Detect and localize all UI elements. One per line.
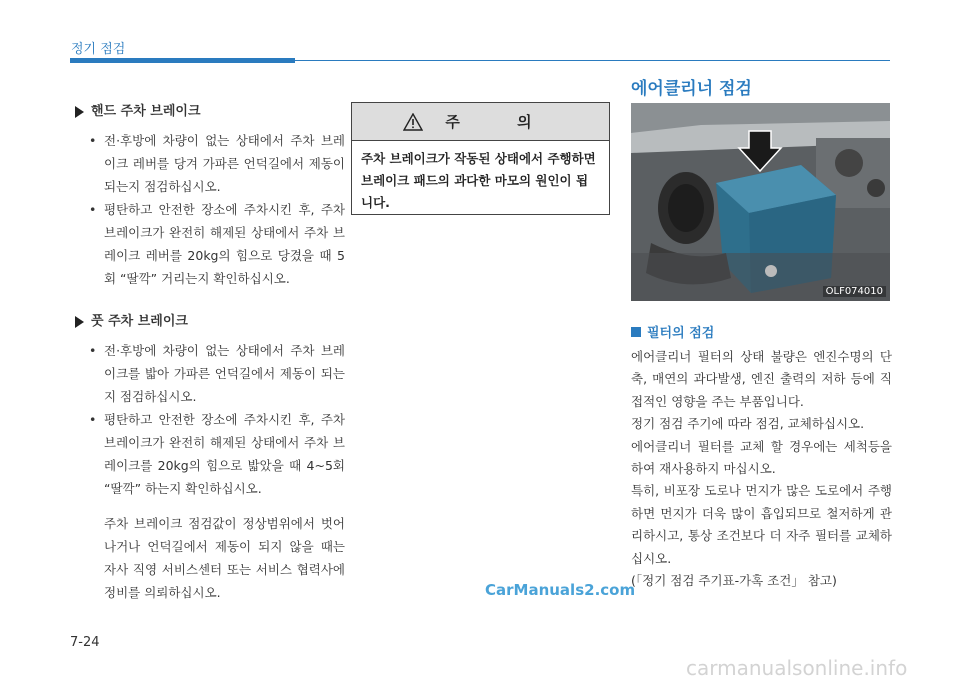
warning-triangle-icon: [403, 113, 423, 131]
watermark-link[interactable]: CarManuals2.com: [485, 581, 636, 599]
page-number: 7-24: [70, 635, 100, 650]
paragraph: (「정기 점검 주기표-가혹 조건」 참고): [631, 573, 837, 589]
bullet-item: • 전·후방에 차량이 없는 상태에서 주차 브레이크 레버를 당겨 가파른 언덕길에서 제동이 되는지 점검하십시오.: [89, 133, 345, 194]
section-title-air-cleaner: 에어클리너 점검: [631, 79, 752, 99]
bullet-item: • 평탄하고 안전한 장소에 주차시킨 후, 주차 브레이크가 완전히 해제된 상태에서 주차 브레이크 레버를 20kg의 힘으로 당겼을 때 5회 “딸깍” 거리는지 확인하십시오.: [89, 202, 345, 286]
caution-title: 주 의: [445, 113, 558, 131]
chapter-header: 정기 점검: [71, 42, 126, 57]
photo-code: OLF074010: [823, 286, 886, 297]
paragraph: 정기 점검 주기에 따라 점검, 교체하십시오.: [631, 416, 865, 432]
engine-bay-illustration: [631, 103, 890, 301]
bullet-item: • 평탄하고 안전한 장소에 주차시킨 후, 주차 브레이크가 완전히 해제된 상태에서 주차 브레이크를 20kg의 힘으로 밟았을 때 4~5회 “딸깍” 하는지 확인하십시오.: [89, 412, 345, 496]
section-title-hand-brake: [75, 100, 345, 123]
caution-box: [351, 102, 610, 215]
paragraph: 에어클리너 필터의 상태 불량은 엔진수명의 단축, 매연의 과다발생, 엔진 출력의 저하 등에 직접적인 영향을 주는 부품입니다.: [631, 349, 892, 409]
bullet-item: • 전·후방에 차량이 없는 상태에서 주차 브레이크를 밟아 가파른 언덕길에서 제동이 되는지 점검하십시오.: [89, 343, 345, 404]
filter-check-text: [631, 346, 892, 592]
caution-header: [352, 103, 609, 141]
header-rule-thick: [70, 58, 295, 63]
subsection-title-text: 필터의 점검: [647, 326, 715, 341]
footer-site-link[interactable]: carmanualsonline.info: [686, 656, 908, 680]
section-title-text: 핸드 주차 브레이크: [91, 104, 201, 119]
engine-bay-photo: [631, 103, 890, 301]
paragraph: 에어클리너 필터를 교체 할 경우에는 세척등을 하여 재사용하지 마십시오.: [631, 438, 892, 477]
caution-text: 주차 브레이크가 작동된 상태에서 주행하면 브레이크 패드의 과다한 마모의 원인이 됩니다.: [361, 151, 596, 210]
note-paragraph: 주차 브레이크 점검값이 정상범위에서 벗어나거나 언덕길에서 제동이 되지 않을 때는 자사 직영 서비스센터 또는 서비스 협력사에 정비를 의뢰하십시오.: [104, 516, 345, 600]
paragraph: 특히, 비포장 도로나 먼지가 많은 도로에서 주행하면 먼지가 더욱 많이 흡입되므로 철저하게 관리하시고, 통상 조건보다 더 자주 필터를 교체하십시오.: [631, 483, 892, 566]
triangle-bullet-icon: [75, 316, 84, 328]
square-bullet-icon: [631, 327, 641, 337]
subsection-title-filter: [631, 322, 714, 341]
left-column: [75, 100, 345, 604]
header-rule-thin: [295, 60, 890, 61]
triangle-bullet-icon: [75, 106, 84, 118]
section-title-text: 풋 주차 브레이크: [91, 314, 188, 329]
section-title-foot-brake: [75, 310, 345, 333]
